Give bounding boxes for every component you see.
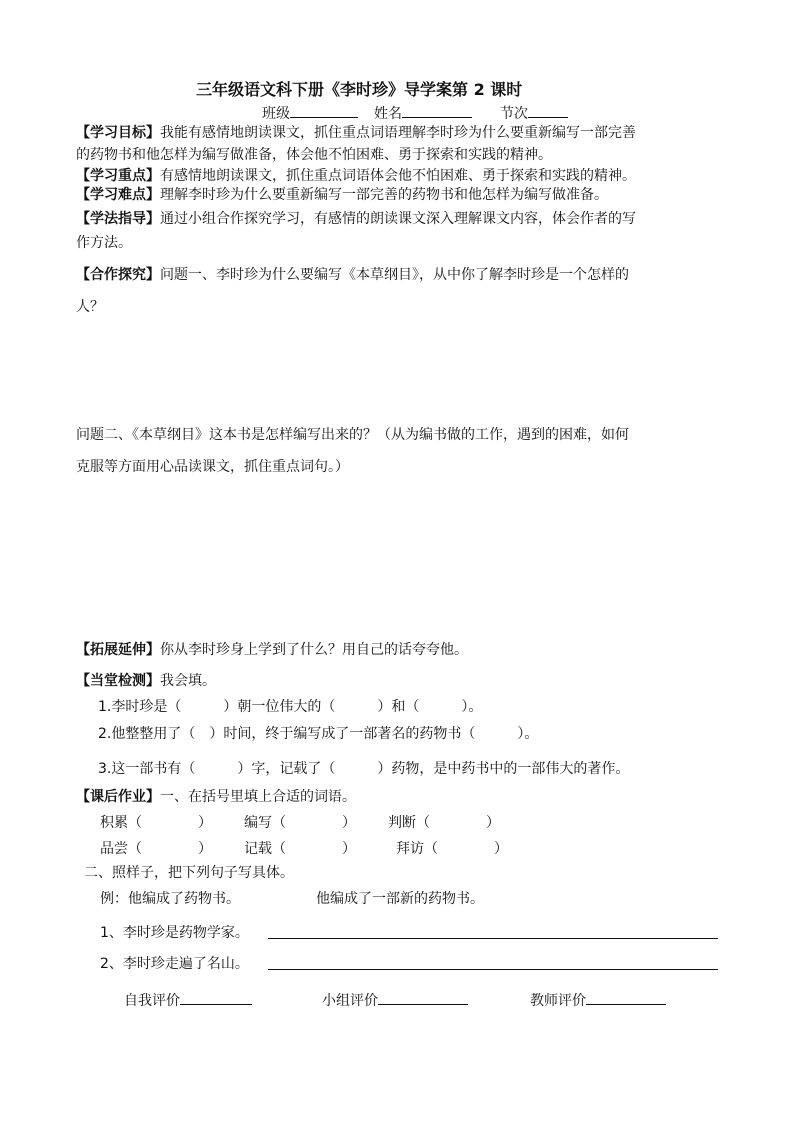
self-evaluation-blank[interactable] <box>180 990 252 1005</box>
learning-focus-tag: 【学习重点】 <box>76 168 160 184</box>
extension-tag: 【拓展延伸】 <box>76 642 160 658</box>
class-label: 班级 <box>262 106 290 122</box>
teacher-evaluation-blank[interactable] <box>586 990 666 1005</box>
teacher-evaluation <box>530 990 666 1010</box>
word-fill-6: 拜访（ ） <box>396 841 508 857</box>
explore-question2-line2: 克服等方面用心品读课文，抓住重点词句。） <box>76 459 349 475</box>
teacher-evaluation-label: 教师评价 <box>530 993 586 1009</box>
exercise-2: 2、李时珍走遍了名山。 <box>100 956 249 972</box>
exercise-2-answer-line[interactable] <box>268 969 718 970</box>
in-class-check-tag: 【当堂检测】 <box>76 673 160 689</box>
homework-part1: 【课后作业】一、在括号里填上合适的词语。 <box>76 789 356 805</box>
word-fill-3: 判断（ ） <box>388 815 500 831</box>
method-guide-tag: 【学法指导】 <box>76 211 160 227</box>
class-field <box>262 103 358 123</box>
class-blank[interactable] <box>290 103 358 118</box>
explore-tag: 【合作探究】 <box>76 267 160 283</box>
method-guide-line1: 【学法指导】通过小组合作探究学习，有感情的朗读课文深入理解课文内容，体会作者的写 <box>76 211 636 227</box>
exercise-1-answer-line[interactable] <box>268 938 718 939</box>
exercise-1: 1、李时珍是药物学家。 <box>100 925 249 941</box>
check-item-3: 3.这一部书有（ ）字，记载了（ ）药物，是中药书中的一部伟大的著作。 <box>98 761 630 777</box>
learning-goal-tag: 【学习目标】 <box>76 125 160 141</box>
group-evaluation-label: 小组评价 <box>322 993 378 1009</box>
group-evaluation-blank[interactable] <box>378 990 468 1005</box>
period-blank[interactable] <box>528 103 568 118</box>
explore-question2-line1: 问题二、《本草纲目》这本书是怎样编写出来的？（从为编书做的工作，遇到的困难，如何 <box>76 427 629 443</box>
word-fill-1: 积累（ ） <box>100 815 212 831</box>
method-guide-line2: 作方法。 <box>76 235 132 251</box>
name-label: 姓名 <box>374 106 402 122</box>
page-title: 三年级语文科下册《李时珍》导学案第 2 课时 <box>196 80 523 99</box>
learning-difficulty: 【学习难点】理解李时珍为什么要重新编写一部完善的药物书和他怎样为编写做准备。 <box>76 187 608 203</box>
self-evaluation-label: 自我评价 <box>124 993 180 1009</box>
name-blank[interactable] <box>402 103 472 118</box>
learning-goal-line1: 【学习目标】我能有感情地朗读课文，抓住重点词语理解李时珍为什么要重新编写一部完善 <box>76 125 636 141</box>
example-sentence-a: 例：他编成了药物书。 <box>100 891 240 907</box>
word-fill-2: 编写（ ） <box>244 815 356 831</box>
period-field <box>500 103 568 123</box>
example-sentence-b: 他编成了一部新的药物书。 <box>316 891 484 907</box>
learning-difficulty-tag: 【学习难点】 <box>76 187 160 203</box>
check-item-2: 2.他整整用了（ ）时间，终于编写成了一部著名的药物书（ ）。 <box>98 726 539 742</box>
explore-question1-line1: 【合作探究】问题一、李时珍为什么要编写《本草纲目》，从中你了解李时珍是一个怎样的 <box>76 267 629 283</box>
learning-focus: 【学习重点】有感情地朗读课文，抓住重点词语体会他不怕困难、勇于探索和实践的精神。 <box>76 168 636 184</box>
check-item-1: 1.李时珍是（ ）朝一位伟大的（ ）和（ ）。 <box>98 699 483 715</box>
homework-tag: 【课后作业】 <box>76 789 160 805</box>
learning-goal-line2: 的药物书和他怎样为编写做准备，体会他不怕困难、勇于探索和实践的精神。 <box>76 147 552 163</box>
name-field <box>374 103 472 123</box>
word-fill-5: 记载（ ） <box>244 841 356 857</box>
extension: 【拓展延伸】你从李时珍身上学到了什么？用自己的话夸夸他。 <box>76 642 468 658</box>
self-evaluation <box>124 990 252 1010</box>
group-evaluation <box>322 990 468 1010</box>
homework-part2: 二、照样子，把下列句子写具体。 <box>84 865 294 881</box>
explore-question1-line2: 人？ <box>76 299 104 315</box>
period-label: 节次 <box>500 106 528 122</box>
word-fill-4: 品尝（ ） <box>100 841 212 857</box>
in-class-check: 【当堂检测】我会填。 <box>76 673 216 689</box>
